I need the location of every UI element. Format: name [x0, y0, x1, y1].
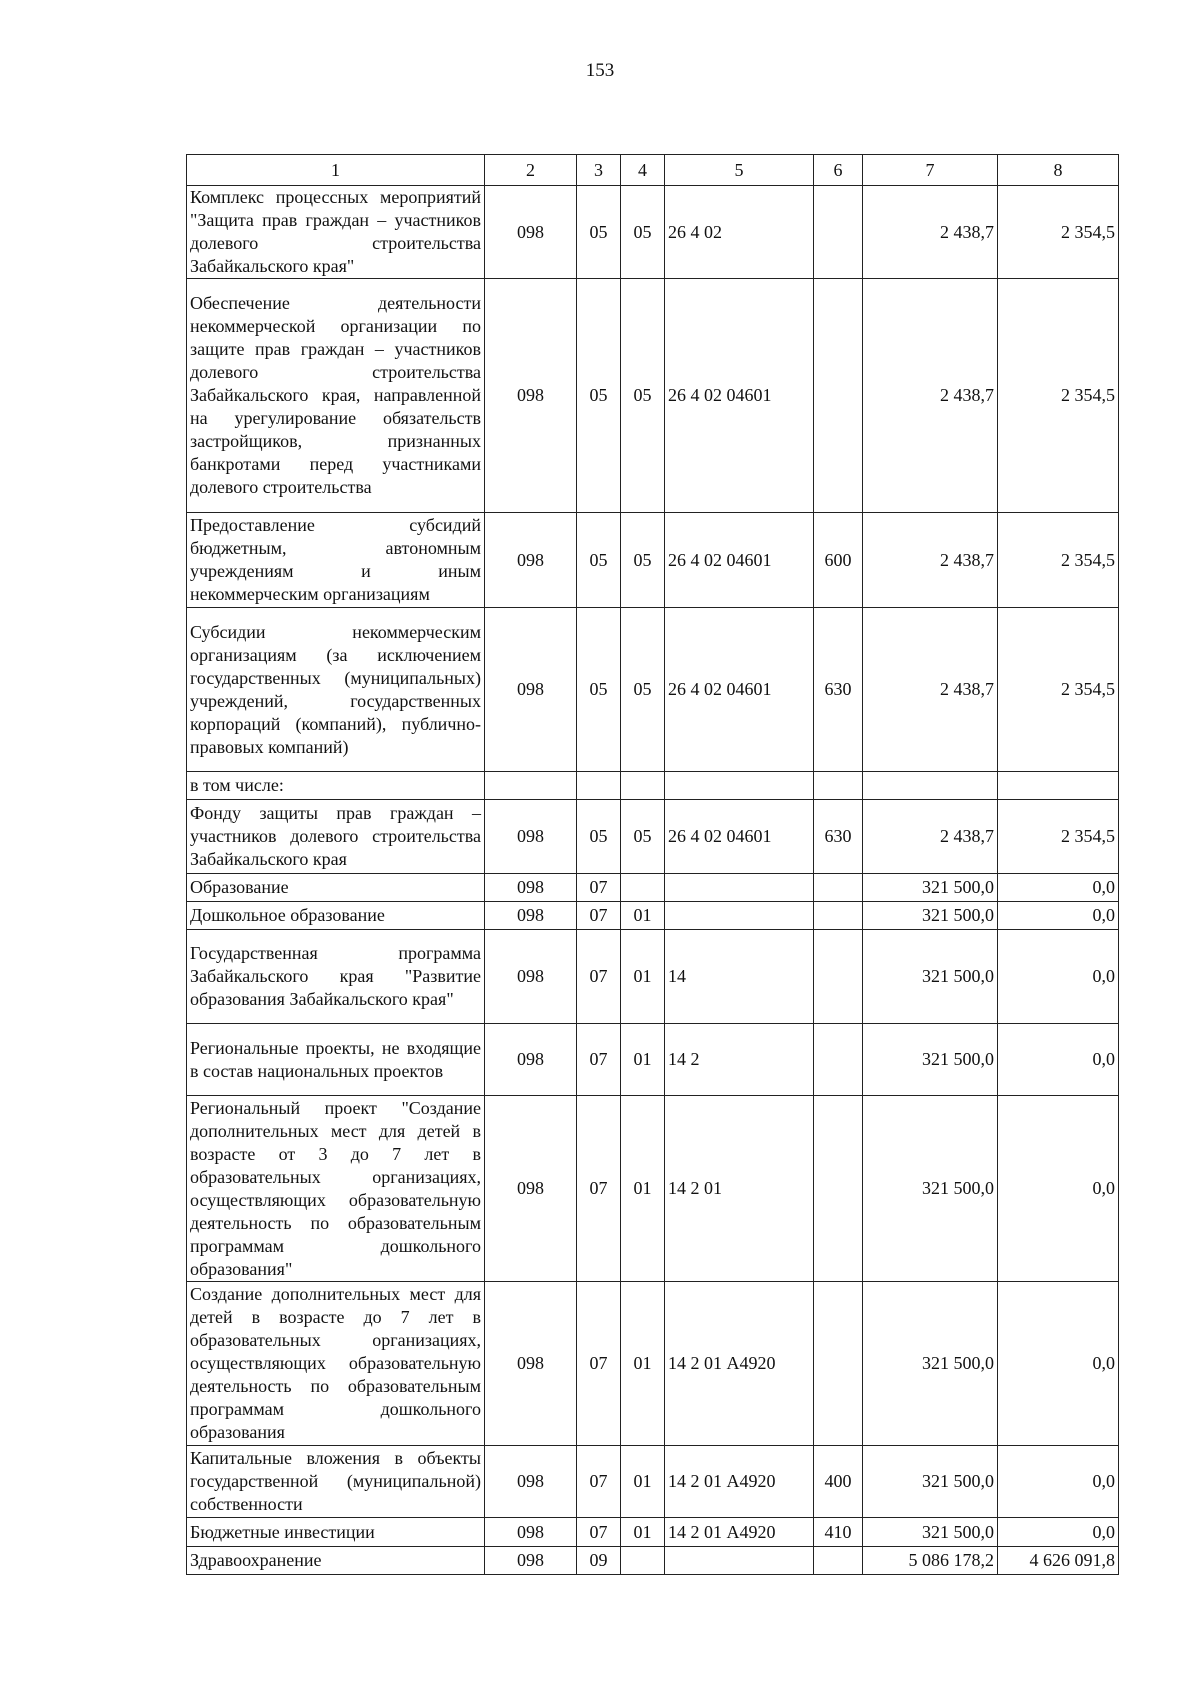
col3-cell: 05 — [577, 800, 621, 874]
col2-cell: 098 — [485, 513, 577, 608]
col8-cell — [998, 772, 1119, 800]
row-name-cell: Здравоохранение — [187, 1547, 485, 1575]
col8-cell: 0,0 — [998, 902, 1119, 930]
col8-cell: 2 354,5 — [998, 513, 1119, 608]
col6-cell — [814, 1024, 863, 1096]
header-cell-3: 3 — [577, 155, 621, 186]
col5-cell — [665, 902, 814, 930]
col4-cell — [621, 874, 665, 902]
col2-cell: 098 — [485, 1282, 577, 1446]
header-cell-2: 2 — [485, 155, 577, 186]
col6-cell — [814, 772, 863, 800]
table-row — [187, 1547, 1119, 1575]
col3-cell: 07 — [577, 1096, 621, 1282]
col8-cell: 0,0 — [998, 1446, 1119, 1518]
col3-cell: 05 — [577, 513, 621, 608]
col7-cell: 2 438,7 — [863, 513, 998, 608]
col7-cell: 2 438,7 — [863, 608, 998, 772]
row-name-cell: Дошкольное образование — [187, 902, 485, 930]
col6-cell: 400 — [814, 1446, 863, 1518]
col7-cell: 321 500,0 — [863, 1282, 998, 1446]
col3-cell: 05 — [577, 608, 621, 772]
col4-cell: 01 — [621, 1282, 665, 1446]
table-row — [187, 1024, 1119, 1096]
col8-cell: 4 626 091,8 — [998, 1547, 1119, 1575]
col4-cell: 01 — [621, 902, 665, 930]
table-row — [187, 1096, 1119, 1282]
col3-cell: 09 — [577, 1547, 621, 1575]
col7-cell: 2 438,7 — [863, 279, 998, 513]
col5-cell: 26 4 02 04601 — [665, 513, 814, 608]
col5-cell — [665, 1547, 814, 1575]
col7-cell: 321 500,0 — [863, 1518, 998, 1547]
col6-cell — [814, 902, 863, 930]
col6-cell — [814, 1547, 863, 1575]
col2-cell: 098 — [485, 930, 577, 1024]
col3-cell: 07 — [577, 1446, 621, 1518]
col4-cell: 01 — [621, 930, 665, 1024]
header-row — [187, 155, 1119, 186]
col7-cell: 321 500,0 — [863, 930, 998, 1024]
table-row — [187, 279, 1119, 513]
col7-cell — [863, 772, 998, 800]
col3-cell: 07 — [577, 1024, 621, 1096]
col6-cell: 410 — [814, 1518, 863, 1547]
row-name-cell: Капитальные вложения в объекты государственной (муниципальной) собственности — [187, 1446, 485, 1518]
table-row — [187, 1446, 1119, 1518]
col7-cell: 2 438,7 — [863, 800, 998, 874]
header-cell-8: 8 — [998, 155, 1119, 186]
row-name-cell: в том числе: — [187, 772, 485, 800]
row-name-cell: Государственная программа Забайкальского края "Развитие образования Забайкальского края" — [187, 930, 485, 1024]
col2-cell: 098 — [485, 1446, 577, 1518]
col4-cell: 01 — [621, 1096, 665, 1282]
header-cell-7: 7 — [863, 155, 998, 186]
col4-cell — [621, 1547, 665, 1575]
col2-cell: 098 — [485, 1024, 577, 1096]
col6-cell: 630 — [814, 608, 863, 772]
budget-table — [186, 154, 1119, 1575]
row-name-cell: Региональный проект "Создание дополнительных мест для детей в возрасте от 3 до 7 лет в образовательных организациях, осуществляющих образовательную деятельность по образовательным программам дошкольного образования" — [187, 1096, 485, 1282]
col5-cell: 14 2 01 А4920 — [665, 1518, 814, 1547]
row-name-cell: Фонду защиты прав граждан – участников долевого строительства Забайкальского края — [187, 800, 485, 874]
col5-cell: 14 2 01 А4920 — [665, 1446, 814, 1518]
col3-cell — [577, 772, 621, 800]
col3-cell: 07 — [577, 902, 621, 930]
col8-cell: 0,0 — [998, 1518, 1119, 1547]
table-row — [187, 608, 1119, 772]
col2-cell: 098 — [485, 1547, 577, 1575]
col5-cell: 14 — [665, 930, 814, 1024]
col2-cell: 098 — [485, 1096, 577, 1282]
col4-cell: 05 — [621, 513, 665, 608]
col5-cell: 14 2 01 — [665, 1096, 814, 1282]
col3-cell: 05 — [577, 279, 621, 513]
col3-cell: 07 — [577, 1518, 621, 1547]
col7-cell: 2 438,7 — [863, 186, 998, 279]
page-number: 153 — [585, 60, 615, 81]
col2-cell: 098 — [485, 608, 577, 772]
table-row — [187, 930, 1119, 1024]
table-row — [187, 186, 1119, 279]
col8-cell: 0,0 — [998, 1282, 1119, 1446]
col2-cell: 098 — [485, 800, 577, 874]
col4-cell: 01 — [621, 1024, 665, 1096]
col8-cell: 2 354,5 — [998, 186, 1119, 279]
col5-cell: 14 2 01 А4920 — [665, 1282, 814, 1446]
col7-cell: 321 500,0 — [863, 1096, 998, 1282]
col6-cell: 630 — [814, 800, 863, 874]
col2-cell: 098 — [485, 186, 577, 279]
col5-cell: 26 4 02 04601 — [665, 279, 814, 513]
col8-cell: 2 354,5 — [998, 800, 1119, 874]
col8-cell: 0,0 — [998, 1096, 1119, 1282]
col6-cell: 600 — [814, 513, 863, 608]
col2-cell: 098 — [485, 874, 577, 902]
col5-cell: 26 4 02 04601 — [665, 608, 814, 772]
header-cell-5: 5 — [665, 155, 814, 186]
col4-cell: 01 — [621, 1446, 665, 1518]
row-name-cell: Образование — [187, 874, 485, 902]
table-row — [187, 1282, 1119, 1446]
header-cell-4: 4 — [621, 155, 665, 186]
table-row — [187, 902, 1119, 930]
header-cell-6: 6 — [814, 155, 863, 186]
table-row — [187, 874, 1119, 902]
col4-cell: 05 — [621, 279, 665, 513]
col4-cell — [621, 772, 665, 800]
col2-cell: 098 — [485, 902, 577, 930]
col8-cell: 0,0 — [998, 1024, 1119, 1096]
header-cell-1: 1 — [187, 155, 485, 186]
table-row — [187, 1518, 1119, 1547]
col2-cell — [485, 772, 577, 800]
col6-cell — [814, 874, 863, 902]
col7-cell: 5 086 178,2 — [863, 1547, 998, 1575]
row-name-cell: Региональные проекты, не входящие в состав национальных проектов — [187, 1024, 485, 1096]
col2-cell: 098 — [485, 1518, 577, 1547]
col5-cell — [665, 772, 814, 800]
col5-cell — [665, 874, 814, 902]
col6-cell — [814, 186, 863, 279]
row-name-cell: Субсидии некоммерческим организациям (за исключением государственных (муниципальных) учреждений, государственных корпораций (компаний), публично-правовых компаний) — [187, 608, 485, 772]
col6-cell — [814, 1096, 863, 1282]
col2-cell: 098 — [485, 279, 577, 513]
col7-cell: 321 500,0 — [863, 874, 998, 902]
col5-cell: 14 2 — [665, 1024, 814, 1096]
table-row — [187, 800, 1119, 874]
row-name-cell: Комплекс процессных мероприятий "Защита прав граждан – участников долевого строительства Забайкальского края" — [187, 186, 485, 279]
table-row — [187, 513, 1119, 608]
col5-cell: 26 4 02 04601 — [665, 800, 814, 874]
col3-cell: 05 — [577, 186, 621, 279]
col8-cell: 0,0 — [998, 930, 1119, 1024]
col5-cell: 26 4 02 — [665, 186, 814, 279]
row-name-cell: Предоставление субсидий бюджетным, автономным учреждениям и иным некоммерческим организациям — [187, 513, 485, 608]
col3-cell: 07 — [577, 874, 621, 902]
col3-cell: 07 — [577, 930, 621, 1024]
col4-cell: 01 — [621, 1518, 665, 1547]
col7-cell: 321 500,0 — [863, 1446, 998, 1518]
col8-cell: 0,0 — [998, 874, 1119, 902]
col7-cell: 321 500,0 — [863, 902, 998, 930]
row-name-cell: Обеспечение деятельности некоммерческой организации по защите прав граждан – участников долевого строительства Забайкальского края, направленной на урегулирование обязательств застройщиков, признанных банкротами перед участниками долевого строительства — [187, 279, 485, 513]
col7-cell: 321 500,0 — [863, 1024, 998, 1096]
col4-cell: 05 — [621, 608, 665, 772]
col8-cell: 2 354,5 — [998, 608, 1119, 772]
table-row — [187, 772, 1119, 800]
col4-cell: 05 — [621, 186, 665, 279]
col4-cell: 05 — [621, 800, 665, 874]
col6-cell — [814, 279, 863, 513]
col6-cell — [814, 930, 863, 1024]
col8-cell: 2 354,5 — [998, 279, 1119, 513]
row-name-cell: Создание дополнительных мест для детей в возрасте до 7 лет в образовательных организациях, осуществляющих образовательную деятельность по образовательным программам дошкольного образования — [187, 1282, 485, 1446]
row-name-cell: Бюджетные инвестиции — [187, 1518, 485, 1547]
col3-cell: 07 — [577, 1282, 621, 1446]
col6-cell — [814, 1282, 863, 1446]
